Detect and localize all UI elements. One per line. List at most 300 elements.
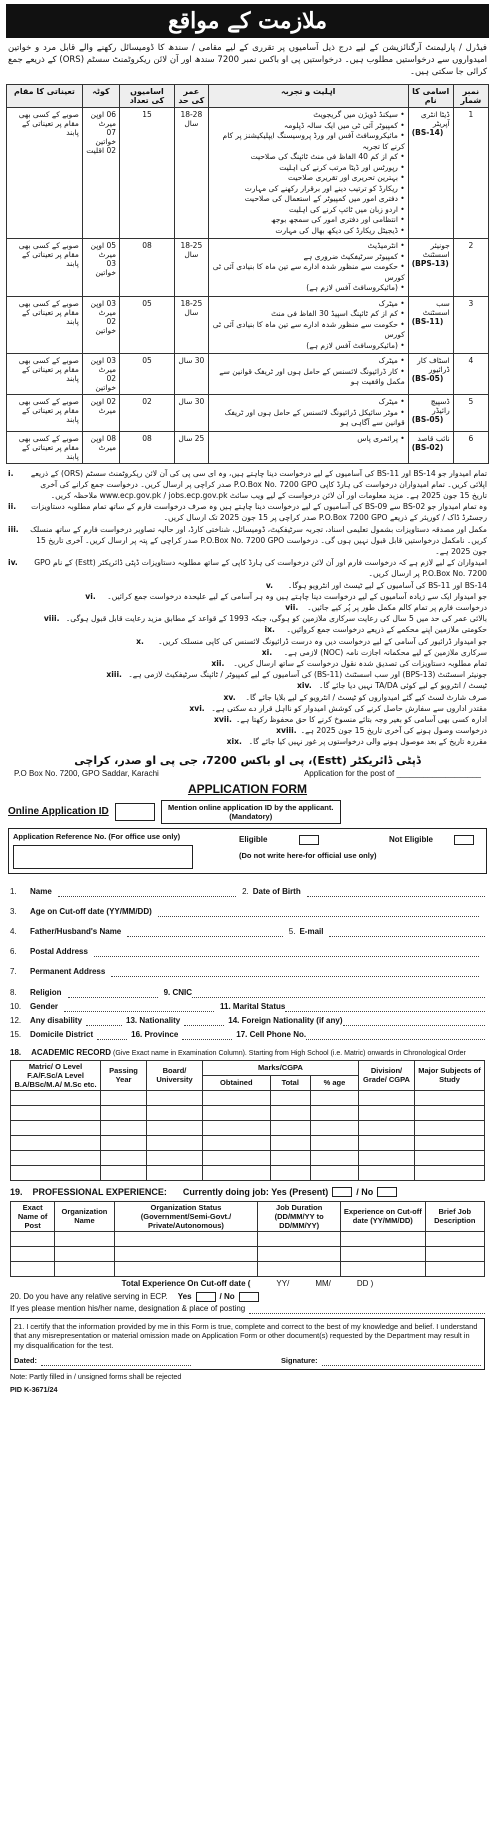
experience-cell[interactable] — [55, 1246, 114, 1261]
academic-cell[interactable] — [415, 1135, 485, 1150]
job-count: 08 — [119, 239, 174, 297]
experience-cell[interactable] — [341, 1231, 426, 1246]
instruction-text: ٹیسٹ / انٹرویو کے لیے کوئی TA/DA نہیں دیا جائے گا۔ — [319, 681, 487, 691]
field-number: 3. — [10, 907, 17, 917]
job-scale: (BS-05) — [411, 415, 444, 424]
academic-cell[interactable] — [147, 1165, 203, 1180]
instruction-text: ادارہ کسی بھی آسامی کو بغیر وجہ بتائے منسوخ کرنے کا حق محفوظ رکھتا ہے۔ — [235, 714, 487, 724]
field-label: Name — [30, 887, 52, 897]
job-age: 18-28 سال — [174, 108, 208, 239]
academic-cell[interactable] — [359, 1120, 415, 1135]
instruction-item — [8, 580, 487, 591]
job-post — [408, 395, 453, 432]
experience-cell[interactable] — [114, 1231, 258, 1246]
field-input[interactable] — [329, 927, 485, 937]
instruction-text: تمام مطلوبہ دستاویزات کی تصدیق شدہ نقول درخواست کے ساتھ ارسال کریں۔ — [233, 658, 487, 668]
academic-cell[interactable] — [147, 1105, 203, 1120]
academic-cell[interactable] — [101, 1105, 147, 1120]
qualification-line: • کم از کم ٹائپنگ اسپیڈ 30 الفاظ فی منٹ — [212, 309, 405, 320]
experience-cell[interactable] — [425, 1231, 484, 1246]
online-id-label: Online Application ID — [8, 806, 109, 818]
religion-input[interactable] — [68, 988, 158, 998]
total-exp-days: DD ) — [356, 1278, 374, 1288]
job-number: 1 — [453, 108, 488, 239]
academic-cell[interactable] — [359, 1090, 415, 1105]
form-field-row — [10, 882, 485, 902]
instruction-number: xix. — [226, 737, 242, 747]
not-eligible-checkbox[interactable] — [454, 835, 474, 845]
form-field-row — [10, 942, 485, 962]
instruction-item — [8, 636, 487, 647]
job-number: 4 — [453, 354, 488, 395]
job-quota — [82, 239, 119, 297]
instruction-text: صرف شارٹ لسٹ کیے گئے امیدواروں کو ٹیسٹ / انٹرویو کے لیے بلایا جائے گا۔ — [245, 692, 487, 702]
academic-cell[interactable] — [359, 1150, 415, 1165]
instruction-text: سرکاری ملازمین کے لیے محکمانہ اجازت نامہ (NOC) لازمی ہے۔ — [283, 647, 487, 657]
job-age: 18-25 سال — [174, 239, 208, 297]
nationality-label: 13. Nationality — [126, 1016, 181, 1026]
academic-cell[interactable] — [203, 1105, 271, 1120]
job-post-name: ڈسپیچ رائیڈر — [430, 397, 450, 415]
qualification-line: • حکومت سے منظور شدہ ادارے سے تین ماہ کا بنیادی آئی ٹی کورس — [212, 320, 405, 341]
instruction-item — [8, 501, 487, 523]
instruction-number: vi. — [85, 591, 96, 601]
instruction-number: viii. — [43, 614, 60, 624]
field-number: 10. — [10, 1002, 22, 1012]
province-input[interactable] — [182, 1030, 232, 1040]
qualification-line: • کم از کم 40 الفاظ فی منٹ ٹائپنگ کی صلاحیت — [212, 152, 405, 163]
academic-cell[interactable] — [270, 1105, 310, 1120]
professional-experience-title: PROFESSIONAL EXPERIENCE: — [32, 1186, 167, 1197]
total-exp-months: MM/ — [315, 1278, 331, 1288]
job-number: 5 — [453, 395, 488, 432]
job-age: 25 سال — [174, 431, 208, 463]
qualification-line: • ڈیجیٹل ریکارڈ کی دیکھ بھال کی مہارت — [212, 226, 405, 237]
field-number: 18. — [10, 1047, 22, 1057]
academic-cell[interactable] — [147, 1120, 203, 1135]
province-label: 16. Province — [131, 1030, 179, 1040]
currently-doing-job-label: Currently doing job: Yes (Present) — [182, 1186, 329, 1197]
instruction-item — [8, 647, 487, 658]
signature-label: Signature: — [281, 1356, 318, 1366]
online-id-field[interactable] — [115, 803, 155, 821]
job-post — [408, 354, 453, 395]
qualification-line: • رپورٹس اور ڈیٹا مرتب کرنے کی اہلیت — [212, 163, 405, 174]
field-label: Age on Cut-off date (YY/MM/DD) — [30, 907, 152, 917]
instruction-item — [8, 524, 487, 558]
intro-text: فیڈرل / پارلیمنٹ آرگنائزیشن کے لیے درج ذیل آسامیوں پر تقرری کے لیے مقامی / سندھ کا ڈومیسائل رکھنے والے قابل مرد و خواتین امیدواروں سے درخواستیں مطلوب ہیں۔ درخواستیں پی او باکس نمبر 7200 سندھ اور آن لائن ریکروٹمنٹ سسٹم (ORS) کے ذریعے جمع کرائی جا سکتی ہیں۔ — [8, 43, 487, 77]
instruction-item — [8, 692, 487, 703]
field-label: E-mail — [299, 927, 324, 937]
academic-cell[interactable] — [147, 1150, 203, 1165]
qualification-line: • دفتری امور میں کمپیوٹر کے استعمال کی صلاحیت — [212, 194, 405, 205]
experience-cell[interactable] — [11, 1261, 55, 1276]
experience-cell[interactable] — [11, 1246, 55, 1261]
job-count: 05 — [119, 354, 174, 395]
total-exp-years: YY/ — [276, 1278, 290, 1288]
academic-cell[interactable] — [310, 1165, 358, 1180]
signature-input[interactable] — [322, 1356, 481, 1366]
academic-cell[interactable] — [147, 1135, 203, 1150]
experience-header-cell: Organization Status (Government/Semi-Govt./ Private/Autonomous) — [114, 1201, 258, 1231]
job-station: صوبے کے کسی بھی مقام پر تعیناتی کے پابند — [7, 395, 83, 432]
field-number: 2. — [242, 887, 249, 897]
total-experience-label: Total Experience On Cut-off date ( — [121, 1278, 251, 1288]
academic-cell[interactable] — [203, 1165, 271, 1180]
domicile-input[interactable] — [97, 1030, 127, 1040]
instruction-number: i. — [8, 468, 14, 478]
instruction-text: جو امیدوار ایک سے زیادہ آسامیوں کے لیے درخواست دینا چاہتے ہیں وہ ہر آسامی کے لیے علیحدہ درخواست جمع کرائیں۔ — [107, 591, 487, 601]
instruction-item — [8, 468, 487, 502]
religion-label: Religion — [30, 988, 62, 998]
quota-line: 08 اوپن میرٹ — [90, 433, 116, 452]
academic-cell[interactable] — [359, 1105, 415, 1120]
relative-question: 20. Do you have any relative serving in ECP. — [10, 1292, 168, 1302]
academic-cell[interactable] — [11, 1135, 101, 1150]
page-title: ملازمت کے مواقع — [6, 4, 489, 38]
reference-field[interactable] — [13, 845, 193, 869]
qualification-line: • کمپیوٹر آئی ٹی میں ایک سالہ ڈپلومہ — [212, 121, 405, 132]
field-label: Postal Address — [30, 947, 88, 957]
job-quota — [82, 354, 119, 395]
field-number: 12. — [10, 1016, 22, 1026]
field-input[interactable] — [127, 927, 283, 937]
job-post — [408, 108, 453, 239]
jobs-header-cell: اسامیوں کی تعداد — [119, 85, 174, 108]
academic-cell[interactable] — [11, 1090, 101, 1105]
academic-cell[interactable] — [147, 1090, 203, 1105]
qualification-line: • کار ڈرائیونگ لائسنس کے حامل ہوں اور ٹریفک قوانین سے مکمل واقفیت ہو — [212, 367, 405, 388]
pid-number: PID K-3671/24 — [10, 1385, 58, 1395]
job-scale: (BS-05) — [411, 374, 444, 383]
field-number: 7. — [10, 967, 17, 977]
form-note: Note: Partly filled in / unsigned forms shall be rejected — [10, 1372, 182, 1382]
experience-header-cell: Job Duration (DD/MM/YY to DD/MM/YY) — [258, 1201, 341, 1231]
instruction-number: xi. — [261, 647, 273, 657]
experience-cell[interactable] — [341, 1261, 426, 1276]
quota-line: 02 اقلیت — [86, 146, 116, 155]
quota-line: 05 اوپن میرٹ — [90, 241, 116, 259]
academic-cell[interactable] — [11, 1105, 101, 1120]
jobs-header-cell: کوٹہ — [82, 85, 119, 108]
field-number: 1. — [10, 887, 17, 897]
instruction-number: xiii. — [106, 670, 122, 680]
field-input[interactable] — [111, 967, 479, 977]
job-quota — [82, 296, 119, 354]
academic-record-title: ACADEMIC RECORD — [31, 1047, 112, 1057]
form-field-row — [10, 902, 485, 922]
job-station: صوبے کے کسی بھی مقام پر تعیناتی کے پابند — [7, 239, 83, 297]
foreign-nationality-input[interactable] — [343, 1016, 485, 1026]
academic-cell[interactable] — [270, 1090, 310, 1105]
academic-cell[interactable] — [310, 1105, 358, 1120]
qualification-line: • سیکنڈ ڈویژن میں گریجویٹ — [212, 110, 405, 121]
quota-line: 03 اوپن میرٹ — [90, 298, 116, 317]
col-board: Board/ University — [147, 1060, 203, 1090]
experience-cell[interactable] — [258, 1231, 341, 1246]
job-post-name: ڈیٹا انٹری آپریٹر — [420, 110, 450, 128]
experience-cell[interactable] — [425, 1246, 484, 1261]
job-quota — [82, 431, 119, 463]
instruction-text: تمام امیدوار جو BS-14 اور BS-11 کی آسامیوں کے لیے درخواست دینا چاہتے ہیں، وہ ای سی پی کی آن لائن ریکروٹمنٹ سسٹم (ORS) کے ذریعے اپلائی کریں۔ تمام امیدواران درخواست کی ہارڈ کاپی P.O.Box No. 7200 GPO صدر کراچی پر ارسال کریں۔ درخواست جمع کرانے کی آخری تاریخ 15 جون 2025 ہے۔ مزید معلومات اور آن لائن درخواست کے لیے ویب سائٹ www.ecp.gov.pk / jobs.ecp.gov.pk ملاحظہ کریں۔ — [30, 468, 487, 500]
relative-yes-checkbox[interactable] — [196, 1292, 216, 1302]
academic-cell[interactable] — [203, 1090, 271, 1105]
job-count: 02 — [119, 395, 174, 432]
field-number: 8. — [10, 988, 17, 998]
academic-cell[interactable] — [415, 1165, 485, 1180]
job-age: 18-25 سال — [174, 296, 208, 354]
qualification-line: • (مائیکروسافٹ آفس لازم ہے) — [212, 341, 405, 352]
academic-cell[interactable] — [310, 1135, 358, 1150]
experience-cell[interactable] — [11, 1231, 55, 1246]
field-input[interactable] — [94, 947, 479, 957]
job-qualifications — [208, 354, 408, 395]
dated-input[interactable] — [41, 1356, 191, 1366]
instruction-item — [8, 703, 487, 714]
job-number: 2 — [453, 239, 488, 297]
instruction-number: iii. — [8, 524, 19, 534]
job-post-name: جونیئر اسسٹنٹ — [422, 241, 450, 259]
qualification-line: • انٹرمیڈیٹ — [212, 241, 405, 252]
instruction-text: جونیئر اسسٹنٹ (BPS-13) اور سب اسسٹنٹ (BS-11) کی آسامیوں کے لیے کمپیوٹر / ٹائپنگ سرٹیفکیٹ لازمی ہے۔ — [128, 670, 487, 680]
experience-cell[interactable] — [258, 1246, 341, 1261]
instruction-text: جو امیدوار ڈرائیور کی آسامی کے لیے درخواست دیں وہ درست ڈرائیونگ لائسنس کی کاپی منسلک کریں۔ — [158, 636, 487, 646]
job-station: صوبے کے کسی بھی مقام پر تعیناتی کے پابند — [7, 108, 83, 239]
job-station: صوبے کے کسی بھی مقام پر تعیناتی کے پابند — [7, 296, 83, 354]
field-input[interactable] — [58, 887, 236, 897]
disability-label: Any disability — [30, 1016, 83, 1026]
cell-phone-input[interactable] — [306, 1030, 485, 1040]
academic-cell[interactable] — [310, 1120, 358, 1135]
job-row — [7, 108, 489, 239]
jobs-header-cell: اہلیت و تجربہ — [208, 85, 408, 108]
academic-row — [11, 1135, 485, 1150]
qualification-line: • میٹرک — [212, 356, 405, 367]
declaration-text: 21. I certify that the information provided by me in this Form is true, complete and correct to the best of my knowledge and belief. I understand that any misrepresentation or material omission made on Application Form or other document(s) requested by the Department may result in my disqualification for the test. — [14, 1321, 478, 1350]
gender-label: Gender — [30, 1002, 59, 1012]
job-quota — [82, 395, 119, 432]
address-english: P.O Box No. 7200, GPO Saddar, Karachi — [14, 768, 159, 778]
academic-row — [11, 1120, 485, 1135]
form-field-row — [10, 962, 485, 982]
office-note: (Do not write here-for official use only) — [239, 850, 377, 860]
instruction-number: x. — [136, 636, 144, 646]
experience-header-cell: Exact Name of Post — [11, 1201, 55, 1231]
field-number: 4. — [10, 927, 17, 937]
academic-row — [11, 1150, 485, 1165]
marital-status-label: 11. Marital Status — [220, 1002, 286, 1012]
job-qualifications — [208, 296, 408, 354]
academic-cell[interactable] — [203, 1135, 271, 1150]
instruction-item — [8, 557, 487, 579]
instruction-text: حکومتی ملازمین اپنے محکمے کے ذریعے درخواست جمع کروائیں۔ — [286, 625, 487, 635]
instruction-item — [8, 736, 487, 747]
field-label: Permanent Address — [30, 967, 106, 977]
academic-cell[interactable] — [11, 1120, 101, 1135]
academic-row — [11, 1165, 485, 1180]
qualification-line: • میٹرک — [212, 299, 405, 310]
experience-table — [10, 1201, 485, 1277]
experience-cell[interactable] — [114, 1261, 258, 1276]
dated-label: Dated: — [14, 1356, 37, 1366]
job-age: 30 سال — [174, 354, 208, 395]
relative-no-checkbox[interactable] — [239, 1292, 259, 1302]
job-scale: (BS-11) — [411, 316, 444, 326]
job-scale: (BPS-13) — [411, 259, 449, 268]
qualification-line: • میٹرک — [212, 397, 405, 408]
instruction-number: iv. — [8, 558, 18, 568]
experience-cell[interactable] — [341, 1246, 426, 1261]
field-input[interactable] — [158, 907, 479, 917]
instructions-list — [0, 466, 495, 750]
experience-row — [11, 1261, 485, 1276]
qualification-line: • پرائمری پاس — [212, 434, 405, 445]
relative-details-label: If yes please mention his/her name, designation & place of posting — [10, 1304, 246, 1314]
job-post-name: اسٹاف کار ڈرائیور — [417, 356, 450, 374]
instruction-number: xviii. — [276, 726, 297, 736]
academic-cell[interactable] — [359, 1135, 415, 1150]
jobs-header-cell: تعیناتی کا مقام — [7, 85, 83, 108]
quota-line: 02 اوپن میرٹ — [90, 397, 116, 415]
current-job-no-checkbox[interactable] — [377, 1187, 397, 1197]
instruction-text: مقررہ تاریخ کے بعد موصول ہونے والی درخواستوں پر غور نہیں کیا جائے گا۔ — [248, 737, 487, 747]
academic-cell[interactable] — [11, 1165, 101, 1180]
cnic-label: 9. CNIC — [163, 988, 193, 998]
quota-line: 02 خواتین — [95, 374, 116, 392]
experience-cell[interactable] — [258, 1261, 341, 1276]
qualification-line: • (مائیکروسافٹ آفس لازم ہے) — [212, 283, 405, 294]
job-qualifications — [208, 239, 408, 297]
job-station: صوبے کے کسی بھی مقام پر تعیناتی کے پابند — [7, 431, 83, 463]
gender-input[interactable] — [64, 1002, 214, 1012]
field-input[interactable] — [307, 887, 485, 897]
quota-line: 03 خواتین — [95, 259, 116, 277]
instruction-text: مقتدر اداروں سے سفارش حاصل کرنے کی کوشش امیدوار کو نااہل قرار دے سکتی ہے۔ — [211, 703, 487, 713]
experience-cell[interactable] — [55, 1261, 114, 1276]
quota-line: 02 خواتین — [95, 316, 116, 335]
academic-cell[interactable] — [11, 1150, 101, 1165]
form-title: APPLICATION FORM — [187, 781, 308, 796]
online-id-note: Mention online application ID by the applicant. (Mandatory) — [161, 800, 341, 824]
job-post — [408, 296, 453, 354]
job-row — [7, 354, 489, 395]
academic-cell[interactable] — [310, 1150, 358, 1165]
academic-cell[interactable] — [101, 1165, 147, 1180]
academic-cell[interactable] — [101, 1090, 147, 1105]
experience-cell[interactable] — [425, 1261, 484, 1276]
qualification-line: • اردو زبان میں ٹائپ کرنے کی اہلیت — [212, 205, 405, 216]
academic-cell[interactable] — [415, 1150, 485, 1165]
experience-cell[interactable] — [55, 1231, 114, 1246]
instruction-number: ix. — [264, 625, 275, 635]
academic-cell[interactable] — [415, 1090, 485, 1105]
job-post-name: سب اسسٹنٹ — [422, 298, 450, 317]
instruction-text: بالائی عمر کی حد میں 5 سال کی رعایت سرکاری ملازمین کو ہوگی، جبکہ 1993 کے قواعد کے مطابق مزید رعایت قابل قبول ہوگی۔ — [65, 614, 487, 624]
academic-cell[interactable] — [270, 1120, 310, 1135]
experience-header-cell: Brief Job Description — [425, 1201, 484, 1231]
instruction-number: xvi. — [189, 703, 205, 713]
instruction-text: BS-14 اور BS-11 کی آسامیوں کے لیے ٹیسٹ اور انٹرویو ہوگا۔ — [287, 580, 487, 590]
instruction-item — [8, 669, 487, 680]
academic-cell[interactable] — [270, 1165, 310, 1180]
academic-cell[interactable] — [203, 1150, 271, 1165]
jobs-table — [6, 84, 489, 464]
current-job-no-label: / No — [356, 1186, 374, 1197]
instruction-text: درخواست وصول ہونے کی آخری تاریخ 15 جون 2025 ہے۔ — [300, 726, 487, 736]
field-number: 15. — [10, 1030, 22, 1040]
academic-cell[interactable] — [270, 1150, 310, 1165]
current-job-yes-checkbox[interactable] — [332, 1187, 352, 1197]
job-station: صوبے کے کسی بھی مقام پر تعیناتی کے پابند — [7, 354, 83, 395]
eligible-checkbox[interactable] — [299, 835, 319, 845]
academic-cell[interactable] — [415, 1105, 485, 1120]
col-passing-year: Passing Year — [101, 1060, 147, 1090]
nationality-input[interactable] — [184, 1016, 224, 1026]
experience-header-cell: Experience on Cut-off date (YY/MM/DD) — [341, 1201, 426, 1231]
reference-label: Application Reference No. (For office use only) — [13, 831, 181, 841]
academic-cell[interactable] — [101, 1135, 147, 1150]
relative-details-input[interactable] — [249, 1304, 485, 1314]
relative-no-label: / No — [219, 1292, 235, 1302]
experience-cell[interactable] — [114, 1246, 258, 1261]
quota-line: 03 اوپن میرٹ — [90, 356, 116, 374]
instruction-text: وہ تمام امیدوار جو BS-02 سے BS-09 کی آسامیوں کے لیے درخواست دینا چاہتے ہیں وہ صرف درخواست فارم کے ساتھ تمام مطلوبہ دستاویزات رجسٹرڈ ڈاک / کوریئر کے ذریعے P.O.Box 7200 GPO صدر کراچی پر 15 جون 2025 تک ارسال کریں۔ — [31, 502, 487, 523]
experience-row — [11, 1246, 485, 1261]
job-qualifications — [208, 395, 408, 432]
job-qualifications — [208, 431, 408, 463]
col-subjects: Major Subjects of Study — [415, 1060, 485, 1090]
instruction-text: امیدواران کے لیے لازم ہے کہ درخواست فارم اور آن لائن درخواست کی ہارڈ کاپی کے ساتھ مطلوبہ دستاویزات ڈپٹی ڈائریکٹر (Estt) کے نام GPO P.O.Box No. 7200 پر ارسال کریں۔ — [34, 558, 487, 579]
job-count: 08 — [119, 431, 174, 463]
instruction-number: xvii. — [213, 714, 232, 724]
job-post — [408, 239, 453, 297]
instruction-item — [8, 680, 487, 691]
quota-line: 06 اوپن میرٹ — [90, 110, 116, 128]
eligible-label: Eligible — [239, 834, 268, 844]
jobs-header-cell: نمبر شمار — [453, 85, 488, 108]
quota-line: 07 خواتین — [95, 128, 116, 146]
job-number: 3 — [453, 296, 488, 354]
instruction-number: xii. — [211, 658, 225, 668]
col-marks: Marks/CGPA — [203, 1060, 359, 1075]
col-percentage: % age — [310, 1075, 358, 1090]
instruction-item — [8, 714, 487, 725]
academic-cell[interactable] — [270, 1135, 310, 1150]
domicile-label: Domicile District — [30, 1030, 94, 1040]
col-obtained: Obtained — [203, 1075, 271, 1090]
qualification-line: • کمپیوٹر سرٹیفکیٹ ضروری ہے — [212, 252, 405, 263]
field-label: Father/Husband's Name — [30, 927, 122, 937]
job-count: 05 — [119, 296, 174, 354]
disability-input[interactable] — [86, 1016, 122, 1026]
cnic-input[interactable] — [192, 988, 485, 998]
instruction-text: درخواست فارم پر تمام کالم مکمل طور پر پُر کیے جائیں۔ — [307, 602, 487, 612]
academic-cell[interactable] — [359, 1165, 415, 1180]
jobs-header-cell: عمر کی حد — [174, 85, 208, 108]
academic-cell[interactable] — [101, 1150, 147, 1165]
form-field-row — [10, 922, 485, 942]
qualification-line: • بہترین تحریری اور تقریری صلاحیت — [212, 173, 405, 184]
academic-cell[interactable] — [101, 1120, 147, 1135]
academic-cell[interactable] — [310, 1090, 358, 1105]
field-label: Date of Birth — [252, 887, 301, 897]
academic-record-note: (Give Exact name in Examination Column). Starting from High School (i.e. Matric) onwards in Chronological Order — [113, 1049, 466, 1057]
instruction-item — [8, 591, 487, 602]
instruction-number: ii. — [8, 502, 17, 512]
marital-status-input[interactable] — [285, 1002, 485, 1012]
academic-cell[interactable] — [415, 1120, 485, 1135]
academic-cell[interactable] — [203, 1120, 271, 1135]
